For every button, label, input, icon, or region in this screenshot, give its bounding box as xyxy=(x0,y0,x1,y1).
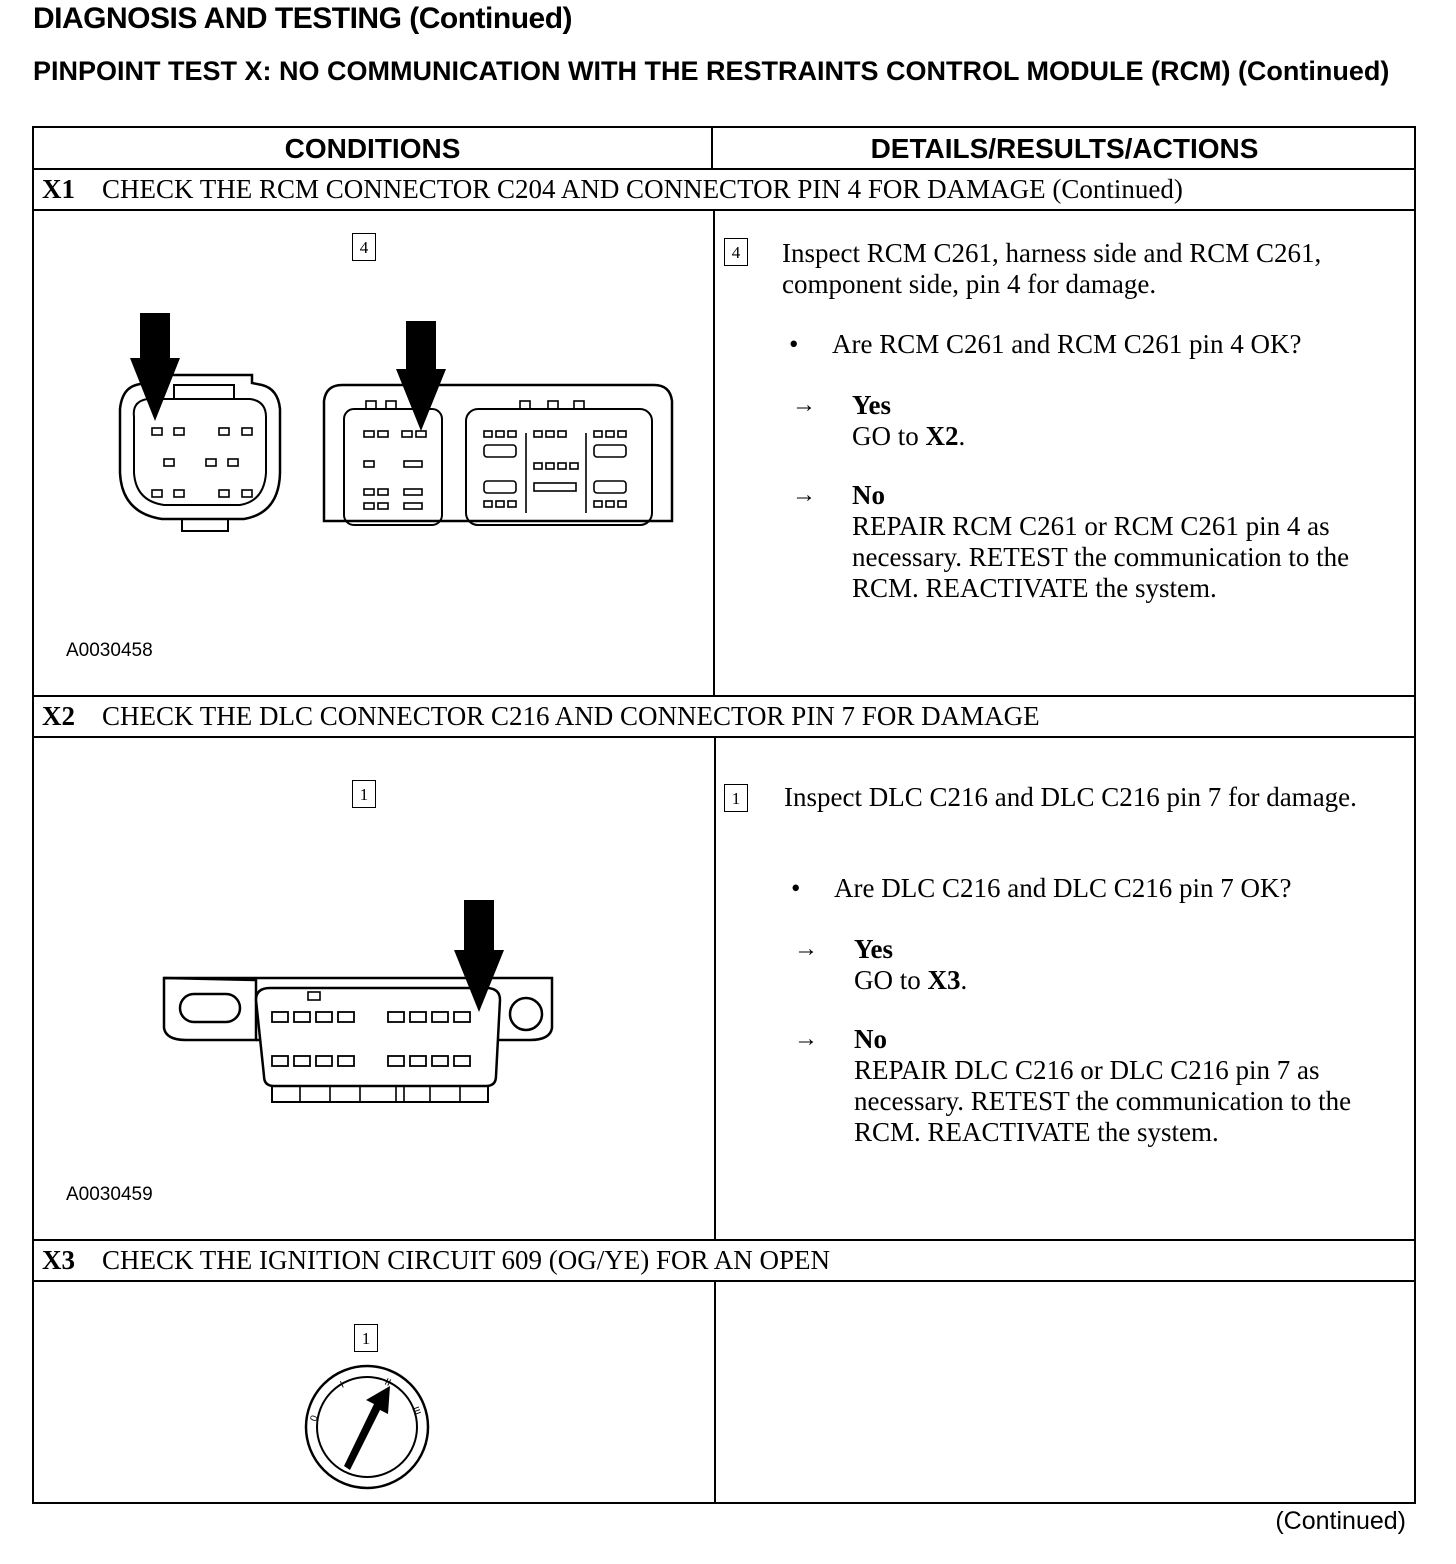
column-header-details: DETAILS/RESULTS/ACTIONS xyxy=(870,133,1259,164)
column-header-conditions: CONDITIONS xyxy=(284,133,461,164)
yes-option xyxy=(854,934,1394,996)
divider xyxy=(34,209,1414,211)
ignition-label: 0 xyxy=(308,1414,321,1424)
yes-action-prefix: GO to xyxy=(854,965,928,995)
yes-label: Yes xyxy=(854,934,893,964)
continued-footer: (Continued) xyxy=(1275,1507,1406,1535)
arrow-right-icon: → xyxy=(794,936,818,962)
substep-number-box: 4 xyxy=(352,233,376,261)
substep-number-box: 1 xyxy=(724,784,748,812)
ignition-switch-icon xyxy=(304,1364,434,1494)
step-title: CHECK THE RCM CONNECTOR C204 AND CONNECTOR PIN 4 FOR DAMAGE (Continued) xyxy=(102,174,1183,204)
ignition-label: II xyxy=(382,1376,393,1390)
divider xyxy=(713,209,715,695)
divider xyxy=(34,1280,1414,1282)
step-header-x3 xyxy=(42,1245,830,1276)
pinpoint-test-title: PINPOINT TEST X: NO COMMUNICATION WITH THE RESTRAINTS CONTROL MODULE (RCM) (Continued) xyxy=(33,56,1390,86)
arrow-right-icon: → xyxy=(792,392,816,418)
bullet-icon: • xyxy=(789,329,799,359)
step-question: Are RCM C261 and RCM C261 pin 4 OK? xyxy=(832,329,1302,359)
divider xyxy=(34,736,1414,738)
bullet-icon: • xyxy=(791,873,801,903)
rcm-connector-illustration xyxy=(74,313,694,573)
yes-action-target: X2 xyxy=(925,421,959,451)
divider xyxy=(714,736,716,1239)
divider xyxy=(34,695,1414,697)
dlc-connector-illustration xyxy=(160,900,560,1110)
yes-option xyxy=(852,390,1392,452)
divider xyxy=(34,168,1414,170)
no-action: REPAIR RCM C261 or RCM C261 pin 4 as necessary. RETEST the communication to the RCM. REACTIVATE the system. xyxy=(852,511,1350,603)
step-id: X1 xyxy=(42,174,75,204)
yes-action-prefix: GO to xyxy=(852,421,926,451)
divider xyxy=(714,1280,716,1504)
yes-label: Yes xyxy=(852,390,891,420)
ignition-label: III xyxy=(409,1405,423,1417)
no-action: REPAIR DLC C216 or DLC C216 pin 7 as necessary. RETEST the communication to the RCM. REACTIVATE the system. xyxy=(854,1055,1352,1147)
figure-id: A0030458 xyxy=(66,640,153,661)
substep-number-box: 1 xyxy=(352,780,376,808)
procedure-table xyxy=(32,126,1416,1504)
yes-action-suffix: . xyxy=(958,421,966,451)
no-option xyxy=(852,480,1392,604)
ignition-label: I xyxy=(338,1379,346,1391)
step-title: CHECK THE DLC CONNECTOR C216 AND CONNECTOR PIN 7 FOR DAMAGE xyxy=(102,701,1040,731)
no-label: No xyxy=(854,1024,887,1054)
step-title: CHECK THE IGNITION CIRCUIT 609 (OG/YE) FOR AN OPEN xyxy=(102,1245,830,1275)
yes-action-target: X3 xyxy=(927,965,961,995)
no-label: No xyxy=(852,480,885,510)
step-instruction: Inspect DLC C216 and DLC C216 pin 7 for damage. xyxy=(784,782,1357,812)
step-id: X2 xyxy=(42,701,75,731)
no-option xyxy=(854,1024,1394,1148)
figure-id: A0030459 xyxy=(66,1184,153,1205)
substep-number-box: 4 xyxy=(724,238,748,266)
step-question: Are DLC C216 and DLC C216 pin 7 OK? xyxy=(834,873,1292,903)
step-header-x2 xyxy=(42,701,1040,732)
divider xyxy=(34,1239,1414,1241)
step-instruction: Inspect RCM C261, harness side and RCM C261, component side, pin 4 for damage. xyxy=(782,238,1322,299)
substep-number-box: 1 xyxy=(354,1324,378,1352)
step-header-x1 xyxy=(42,174,1183,205)
page-title: DIAGNOSIS AND TESTING (Continued) xyxy=(33,2,573,35)
arrow-right-icon: → xyxy=(794,1026,818,1052)
step-id: X3 xyxy=(42,1245,75,1275)
arrow-right-icon: → xyxy=(792,482,816,508)
yes-action-suffix: . xyxy=(960,965,968,995)
